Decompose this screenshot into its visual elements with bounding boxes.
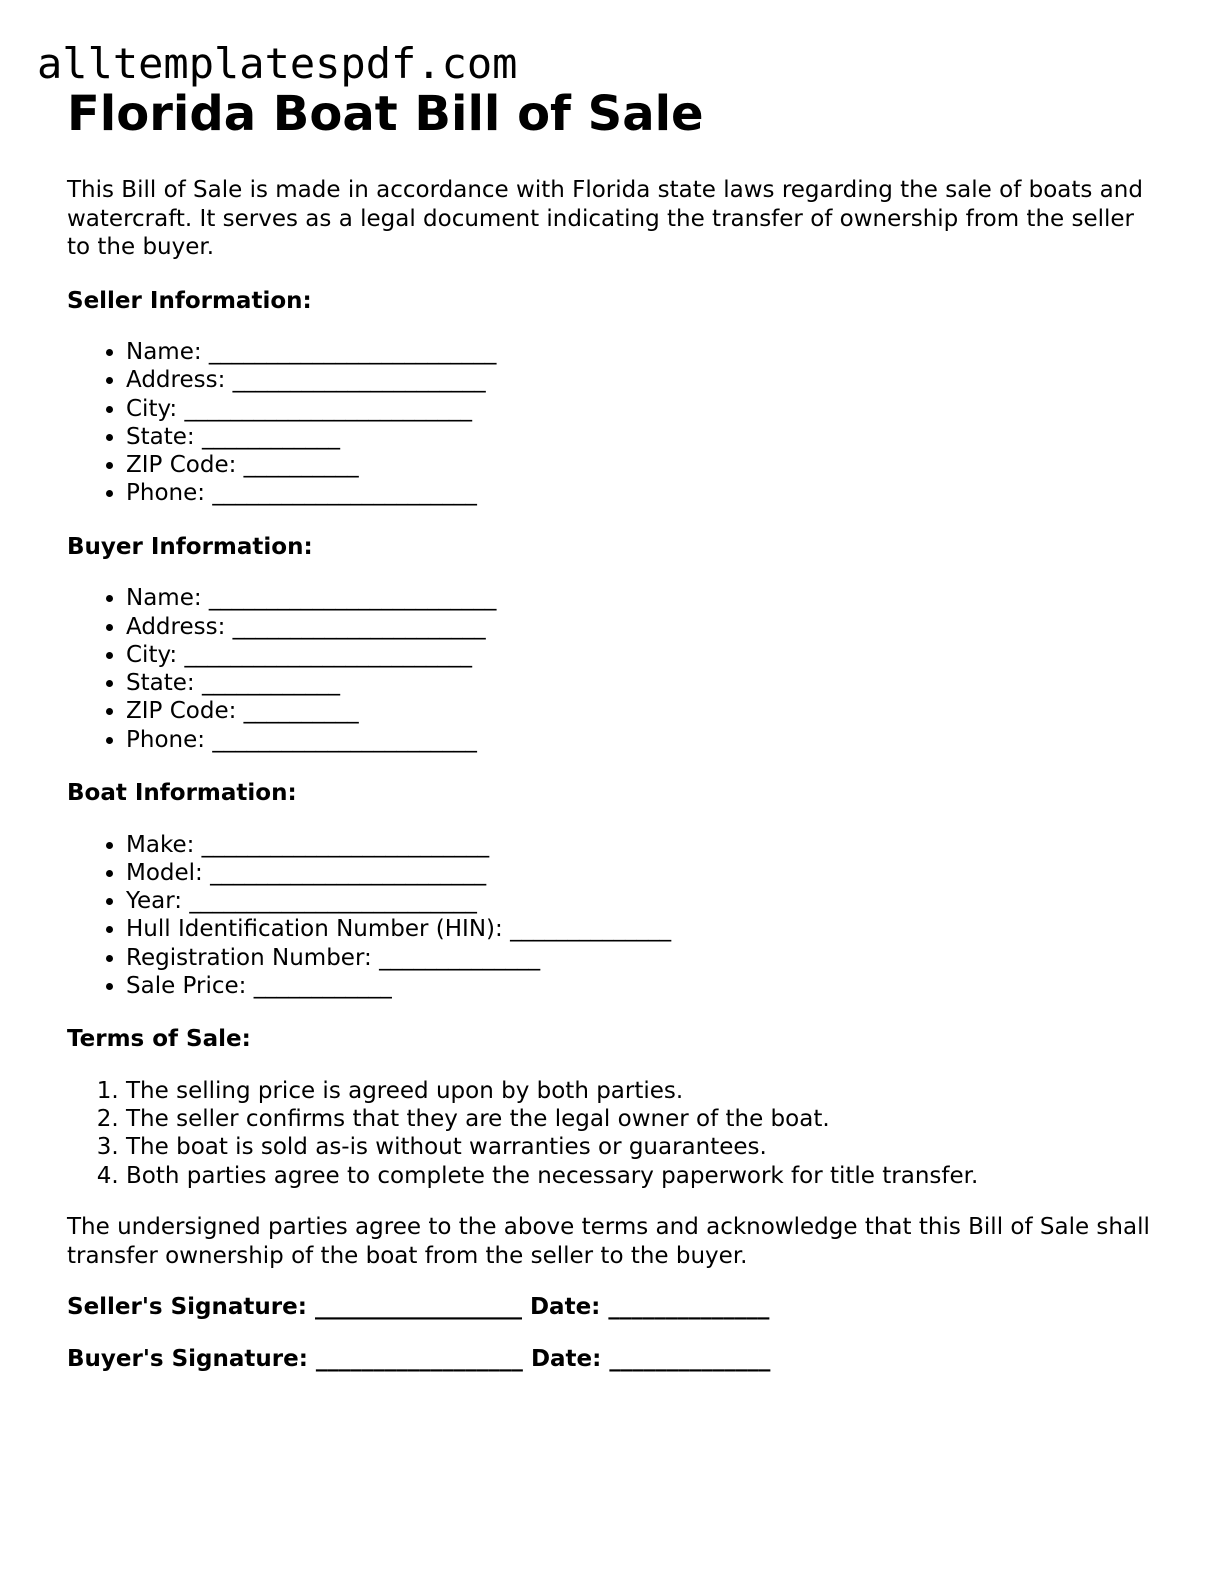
field-label: Sale Price:: [126, 973, 247, 1000]
buyer-phone-field: [126, 726, 1157, 754]
field-label: Address:: [126, 367, 226, 394]
boat-make-field: [126, 831, 1157, 859]
field-label: ZIP Code:: [126, 698, 237, 725]
field-label: ZIP Code:: [126, 452, 237, 479]
seller-signature-label: Seller's Signature:: [67, 1294, 307, 1321]
field-blank: ____________: [201, 423, 340, 450]
seller-name-field: [126, 338, 1157, 366]
field-blank: _________________________: [189, 888, 477, 915]
field-blank: ________________________: [210, 859, 487, 886]
buyer-zip-field: [126, 697, 1157, 725]
buyer-date-blank: ______________: [609, 1345, 771, 1372]
buyer-date-label: Date:: [530, 1345, 602, 1372]
seller-section-heading: Seller Information:: [67, 287, 312, 314]
field-blank: _________________________: [201, 831, 490, 858]
terms-section-heading: Terms of Sale:: [67, 1026, 251, 1053]
buyer-name-field: [126, 584, 1157, 612]
buyer-signature-label: Buyer's Signature:: [67, 1345, 308, 1372]
field-label: Name:: [126, 585, 202, 612]
terms-item: 2. The seller confirms that they are the legal owner of the boat.: [126, 1105, 1157, 1133]
seller-signature-blank: __________________: [314, 1294, 522, 1321]
field-label: State:: [126, 670, 195, 697]
terms-list: [67, 1077, 1157, 1190]
terms-item: 4. Both parties agree to complete the necessary paperwork for title transfer.: [126, 1162, 1157, 1190]
field-label: Phone:: [126, 480, 205, 507]
field-label: Make:: [126, 831, 195, 858]
seller-date-blank: ______________: [608, 1294, 770, 1321]
terms-item: 1. The selling price is agreed upon by both parties.: [126, 1077, 1157, 1105]
seller-fields-list: [67, 338, 1157, 508]
buyer-signature-blank: __________________: [315, 1345, 523, 1372]
field-label: Address:: [126, 613, 226, 640]
document-body: [67, 84, 1157, 1373]
field-label: Phone:: [126, 726, 205, 753]
field-blank: _________________________: [208, 339, 497, 365]
seller-state-field: [126, 423, 1157, 451]
field-label: State:: [126, 423, 195, 450]
field-label: Model:: [126, 859, 203, 886]
field-blank: ______________________: [232, 367, 486, 394]
field-blank: _______________________: [212, 480, 477, 507]
seller-zip-field: [126, 451, 1157, 479]
boat-model-field: [126, 859, 1157, 887]
field-blank: ______________: [379, 944, 541, 971]
buyer-address-field: [126, 613, 1157, 641]
field-label: City:: [126, 641, 178, 668]
field-blank: __________: [243, 452, 359, 479]
boat-hin-field: [126, 915, 1157, 943]
terms-item: 3. The boat is sold as-is without warranties or guarantees.: [126, 1133, 1157, 1161]
watermark: alltemplatespdf.com: [37, 39, 518, 88]
intro-paragraph: This Bill of Sale is made in accordance with Florida state laws regarding the sale of boats and watercraft. It serves as a legal document indicating the transfer of ownership from the seller to the buyer.: [67, 177, 1143, 260]
field-blank: _________________________: [184, 395, 472, 422]
field-blank: _________________________: [208, 585, 497, 612]
buyer-signature-line: [67, 1345, 1157, 1374]
field-blank: __________: [243, 698, 359, 725]
boat-section-heading: Boat Information:: [67, 780, 297, 807]
boat-fields-list: [67, 831, 1157, 1001]
buyer-fields-list: [67, 584, 1157, 754]
buyer-state-field: [126, 669, 1157, 697]
field-label: City:: [126, 395, 178, 422]
buyer-city-field: [126, 641, 1157, 669]
seller-signature-line: [67, 1293, 1157, 1322]
field-label: Registration Number:: [126, 944, 372, 971]
field-blank: ____________: [253, 973, 392, 1000]
field-blank: ______________________: [232, 613, 486, 640]
buyer-section-heading: Buyer Information:: [67, 533, 313, 560]
seller-city-field: [126, 395, 1157, 423]
boat-year-field: [126, 887, 1157, 915]
document-title: Florida Boat Bill of Sale: [67, 86, 704, 142]
field-blank: ____________: [201, 670, 340, 697]
closing-paragraph: The undersigned parties agree to the above terms and acknowledge that this Bill of Sale shall transfer ownership of the boat from the seller to the buyer.: [67, 1214, 1150, 1269]
field-label: Hull Identification Number (HIN):: [126, 916, 503, 943]
field-blank: _______________________: [212, 726, 477, 753]
seller-address-field: [126, 366, 1157, 394]
seller-phone-field: [126, 479, 1157, 507]
field-label: Name:: [126, 339, 202, 365]
field-blank: _________________________: [184, 641, 472, 668]
boat-sale-price-field: [126, 972, 1157, 1000]
field-blank: ______________: [510, 916, 672, 943]
field-label: Year:: [126, 888, 183, 915]
seller-date-label: Date:: [529, 1294, 601, 1321]
boat-registration-field: [126, 944, 1157, 972]
